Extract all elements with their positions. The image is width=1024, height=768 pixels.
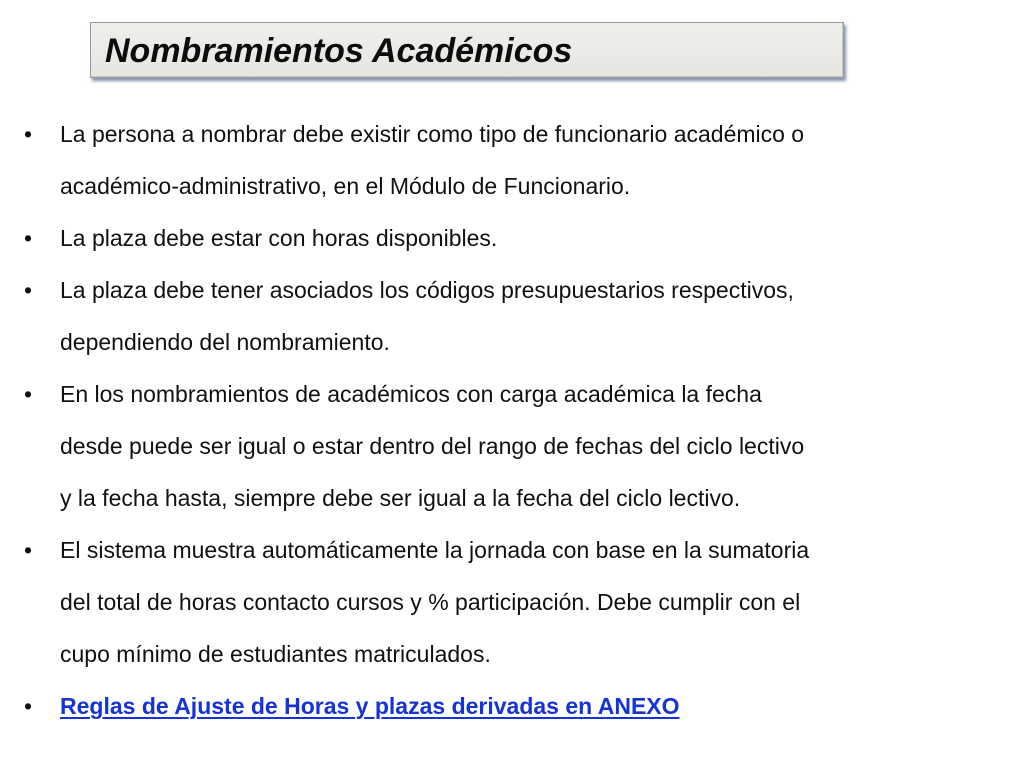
bullet-icon: •: [24, 693, 33, 719]
bullet-line: y la fecha hasta, siempre debe ser igual a la fecha del ciclo lectivo.: [60, 485, 741, 511]
bullet-item: [24, 212, 999, 264]
bullet-item: [24, 368, 999, 524]
bullet-line: En los nombramientos de académicos con carga académica la fecha: [60, 381, 762, 407]
bullet-icon: •: [24, 537, 33, 563]
bullet-line: del total de horas contacto cursos y % participación. Debe cumplir con el: [60, 589, 801, 615]
slide-title: Nombramientos Académicos: [105, 32, 573, 70]
bullet-line: La plaza debe estar con horas disponibles.: [60, 225, 498, 251]
bullet-list: [24, 108, 999, 732]
bullet-line: cupo mínimo de estudiantes matriculados.: [60, 641, 491, 667]
bullet-line: desde puede ser igual o estar dentro del rango de fechas del ciclo lectivo: [60, 433, 805, 459]
bullet-icon: •: [24, 225, 33, 251]
bullet-item-link: [24, 680, 999, 732]
bullet-line: El sistema muestra automáticamente la jornada con base en la sumatoria: [60, 537, 810, 563]
bullet-icon: •: [24, 277, 33, 303]
bullet-icon: •: [24, 381, 33, 407]
bullet-line: dependiendo del nombramiento.: [60, 329, 390, 355]
bullet-line: La plaza debe tener asociados los códigos presupuestarios respectivos,: [60, 277, 794, 303]
bullet-icon: •: [24, 121, 33, 147]
anexo-link[interactable]: Reglas de Ajuste de Horas y plazas derivadas en ANEXO: [60, 693, 680, 719]
bullet-line: académico-administrativo, en el Módulo de Funcionario.: [60, 173, 631, 199]
bullet-line: La persona a nombrar debe existir como tipo de funcionario académico o: [60, 121, 805, 147]
bullet-item: [24, 524, 999, 680]
slide-title-box: [90, 22, 844, 78]
bullet-item: [24, 264, 999, 368]
bullet-item: [24, 108, 999, 212]
